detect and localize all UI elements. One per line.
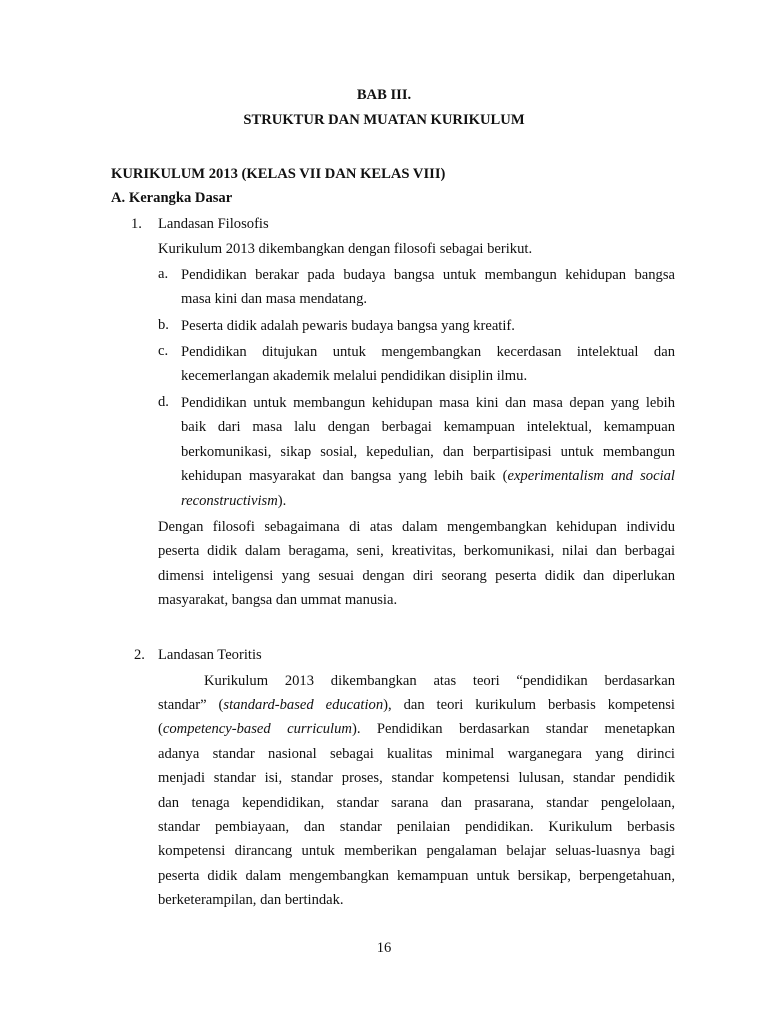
item-2-paragraph: standar” (standard-based education), dan teori kurikulum berbasis kompetensi (competency-based curriculum). Pendidikan berdasarkan standar menetapkan adanya standar nasional sebagai kualitas minimal warganegara yang dirinci menjadi standar isi, standar proses, standar kompetensi lulusan, standar pendidik dan tenaga kependidikan, standar sarana dan prasarana, standar pengelolaan, standar pembiayaan, dan standar penilaian pendidikan. Kurikulum berbasis kompetensi dirancang untuk memberikan pengalaman belajar seluas-luasnya bagi peserta didik dalam mengembangkan kemampuan untuk bersikap, berpengetahuan, berketerampilan, dan bertindak. — [158, 697, 675, 909]
point-c-marker: c. — [158, 343, 169, 359]
item-1-intro: Kurikulum 2013 dikembangkan dengan filosofi sebagai berikut. — [158, 241, 533, 257]
subsection-title: A. Kerangka Dasar — [111, 190, 233, 206]
point-c-text: Pendidikan ditujukan untuk mengembangkan kecerdasan intelektual dan kecemerlangan akademik melalui pendidikan disiplin ilmu. — [181, 344, 675, 385]
item-2-first-line: Kurikulum 2013 dikembangkan atas teori “pendidikan berdasarkan — [204, 673, 675, 689]
item-1-closing: Dengan filosofi sebagaimana di atas dalam mengembangkan kehidupan individu peserta didik dalam beragama, seni, kreativitas, berkomunikasi, nilai dan berbagai dimensi inteligensi yang sesuai dengan diri seorang peserta didik dan diperlukan masyarakat, bangsa dan ummat manusia. — [158, 519, 675, 609]
point-d-marker: d. — [158, 394, 169, 410]
chapter-title: STRUKTUR DAN MUATAN KURIKULUM — [243, 112, 525, 128]
item-2-title: Landasan Teoritis — [158, 647, 262, 663]
point-a-marker: a. — [158, 266, 169, 282]
item-1-marker: 1. — [131, 216, 142, 232]
item-1-title: Landasan Filosofis — [158, 216, 269, 232]
point-a-text: Pendidikan berakar pada budaya bangsa untuk membangun kehidupan bangsa masa kini dan masa mendatang. — [181, 267, 675, 308]
chapter-number: BAB III. — [356, 87, 412, 103]
section-title: KURIKULUM 2013 (KELAS VII DAN KELAS VIII) — [111, 166, 446, 182]
point-b-marker: b. — [158, 317, 169, 333]
point-b-text: Peserta didik adalah pewaris budaya bangsa yang kreatif. — [181, 318, 515, 334]
page-number: 16 — [376, 940, 392, 956]
item-2-marker: 2. — [134, 647, 145, 663]
point-d-text: Pendidikan untuk membangun kehidupan masa kini dan masa depan yang lebih baik dari masa lalu dengan berbagai kemampuan intelektual, kemampuan berkomunikasi, sikap sosial, kepedulian, dan berpartisipasi untuk membangun kehidupan masyarakat dan bangsa yang lebih baik (experimentalism and social reconstructivism). — [181, 395, 675, 509]
